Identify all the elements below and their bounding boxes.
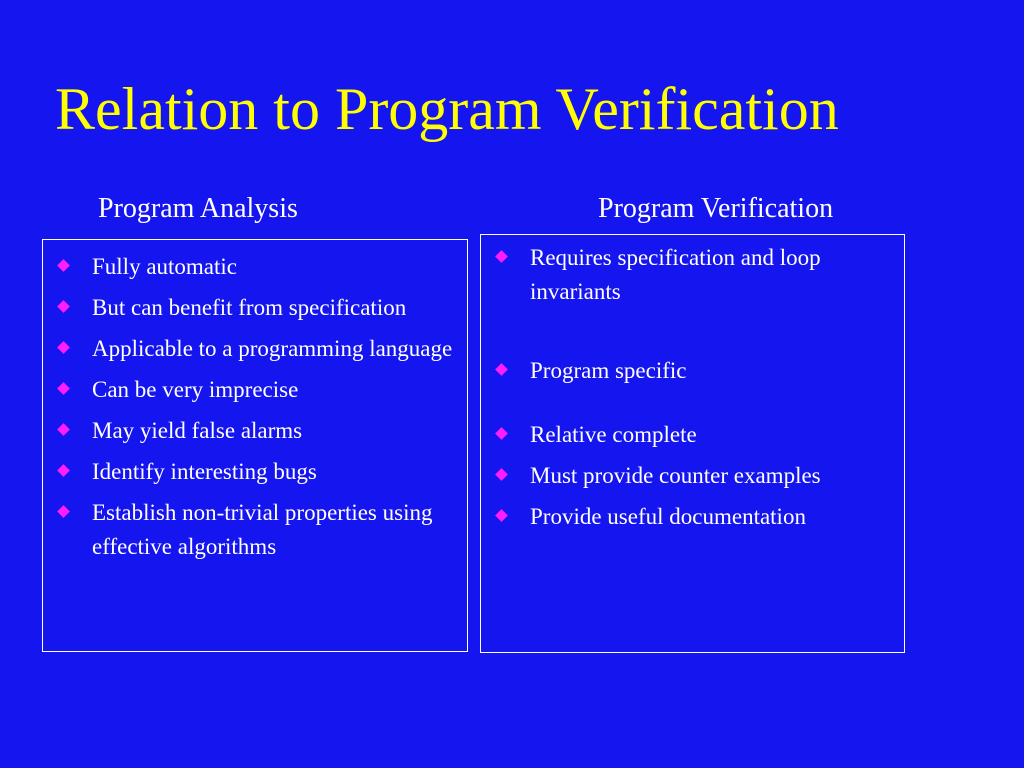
list-item xyxy=(43,373,453,407)
list-item-text: Must provide counter examples xyxy=(530,463,821,488)
list-item-text: May yield false alarms xyxy=(92,418,303,443)
diamond-bullet-icon xyxy=(495,468,508,481)
program-analysis-heading: Program Analysis xyxy=(98,193,298,224)
list-item-text: Identify interesting bugs xyxy=(92,459,317,484)
list-item-text: Can be very imprecise xyxy=(92,377,299,402)
diamond-bullet-icon xyxy=(495,509,508,522)
diamond-bullet-icon xyxy=(57,300,70,313)
list-item xyxy=(43,250,453,284)
list-item xyxy=(481,500,896,534)
list-item xyxy=(481,418,896,452)
list-item-text: Fully automatic xyxy=(92,254,238,279)
list-item xyxy=(481,241,896,309)
diamond-bullet-icon xyxy=(495,250,508,263)
list-item-text: Requires specification and loop invariants xyxy=(530,245,821,304)
diamond-bullet-icon xyxy=(495,363,508,376)
program-analysis-panel xyxy=(42,239,468,652)
program-verification-heading: Program Verification xyxy=(598,193,834,224)
program-verification-panel xyxy=(480,234,905,653)
list-item-text: Establish non-trivial properties using effective algorithms xyxy=(92,500,433,559)
diamond-bullet-icon xyxy=(57,382,70,395)
list-item-text: Provide useful documentation xyxy=(530,504,806,529)
list-item xyxy=(43,291,453,325)
list-item xyxy=(43,455,453,489)
diamond-bullet-icon xyxy=(495,427,508,440)
diamond-bullet-icon xyxy=(57,505,70,518)
list-item xyxy=(43,496,453,564)
list-item-text: Program specific xyxy=(530,358,687,383)
diamond-bullet-icon xyxy=(57,259,70,272)
list-item xyxy=(481,459,896,493)
list-item xyxy=(43,332,453,366)
slide-title: Relation to Program Verification xyxy=(55,76,839,142)
list-item-text: Relative complete xyxy=(530,422,697,447)
list-item-text: Applicable to a programming language xyxy=(92,336,453,361)
program-analysis-list xyxy=(43,250,453,571)
list-item-text: But can benefit from specification xyxy=(92,295,407,320)
list-item xyxy=(43,414,453,448)
diamond-bullet-icon xyxy=(57,341,70,354)
diamond-bullet-icon xyxy=(57,423,70,436)
program-verification-list xyxy=(481,241,896,541)
list-item xyxy=(481,354,896,388)
diamond-bullet-icon xyxy=(57,464,70,477)
